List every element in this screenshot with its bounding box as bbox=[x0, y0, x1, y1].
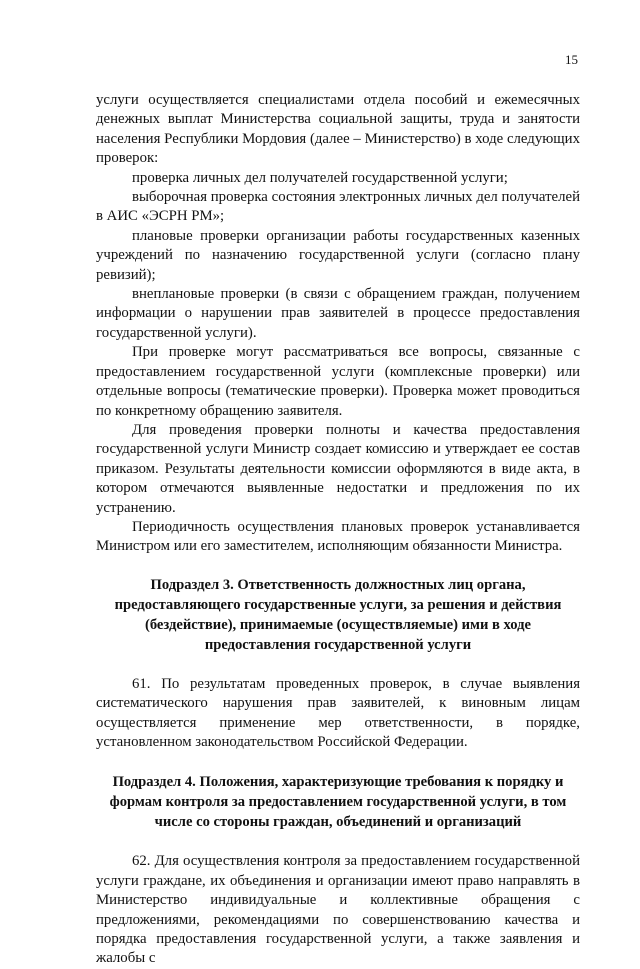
paragraph-check-electronic-files: выборочная проверка состояния электронных личных дел получателей в АИС «ЭСРН РМ»; bbox=[96, 189, 580, 225]
section-heading-4: Подраздел 4. Положения, характеризующие требования к порядку и формам контроля за предоставлением государственной услуги, в том числе со стороны граждан, объединений и организаций bbox=[109, 774, 567, 831]
paragraph-commission: Для проведения проверки полноты и качества предоставления государственной услуги Министр создает комиссию и утверждает ее состав приказом. Результаты деятельности комиссии оформляются в виде акта, в котором отмечаются выявленные недостатки и предложения по их устранению. bbox=[96, 421, 580, 516]
page-number: 15 bbox=[565, 52, 578, 67]
section-heading-3: Подраздел 3. Ответственность должностных лиц органа, предоставляющего государственные услуги, за решения и действия (бездействие), принимаемые (осуществляемые) ими в ходе предоставления государственной услуги bbox=[114, 576, 562, 653]
paragraph-62: 62. Для осуществления контроля за предоставлением государственной услуги граждане, их объединения и организации имеют право направлять в Министерство индивидуальные и коллективные обращения с предложениями, рекомендациями по совершенствованию качества и порядка предоставления государственной услуги, а также заявления и жалобы с bbox=[96, 853, 580, 967]
paragraph-periodicity: Периодичность осуществления плановых проверок устанавливается Министром или его заместителем, исполняющим обязанности Министра. bbox=[96, 518, 580, 555]
paragraph-check-scope: При проверке могут рассматриваться все вопросы, связанные с предоставлением государственной услуги (комплексные проверки) или отдельные вопросы (тематические проверки). Проверка может проводиться по конкретному обращению заявителя. bbox=[96, 344, 580, 419]
paragraph-planned-checks: плановые проверки организации работы государственных казенных учреждений по назначению государственной услуги (согласно плану ревизий); bbox=[96, 227, 580, 283]
paragraph-check-personal-files: проверка личных дел получателей государственной услуги; bbox=[132, 169, 508, 186]
paragraph-intro: услуги осуществляется специалистами отдела пособий и ежемесячных денежных выплат Министерства социальной защиты, труда и занятости населения Республики Мордовия (далее – Министерство) в ходе следующих проверок: bbox=[96, 92, 580, 167]
paragraph-unplanned-checks: внеплановые проверки (в связи с обращением граждан, получением информации о нарушении прав заявителей в процессе предоставления государственной услуги). bbox=[96, 286, 580, 341]
paragraph-61: 61. По результатам проведенных проверок, в случае выявления систематического нарушения прав заявителей, к виновным лицам осуществляется применение мер ответственности, в порядке, установленном законодательством Российской Федерации. bbox=[96, 675, 580, 750]
page-content bbox=[96, 91, 580, 969]
